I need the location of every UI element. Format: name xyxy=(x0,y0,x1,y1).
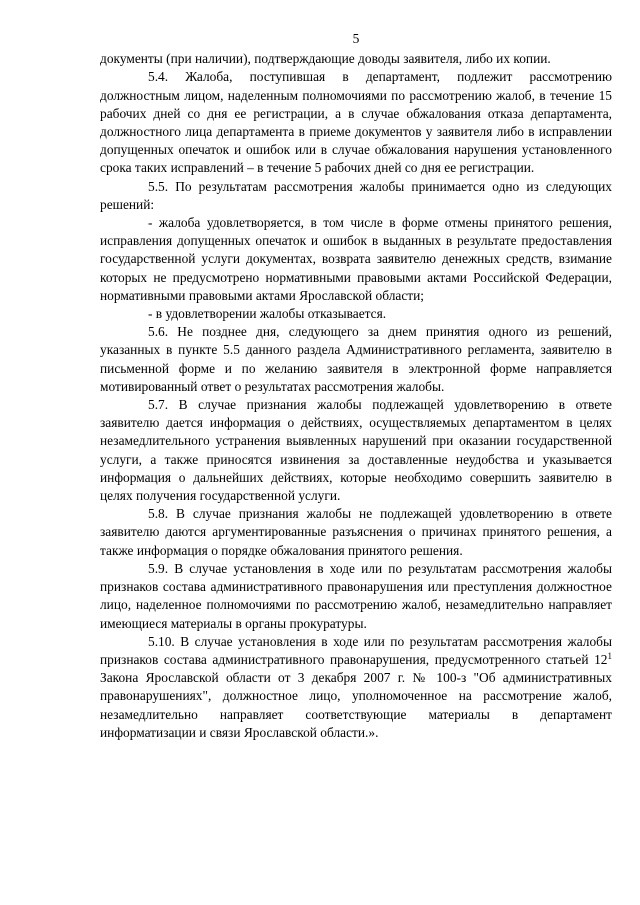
document-page xyxy=(100,30,612,742)
paragraph-5-7: 5.7. В случае признания жалобы подлежащей удовлетворению в ответе заявителю дается информация о действиях, осуществляемых департаментом в целях незамедлительного устранения выявленных нарушений при оказании государственной услуги, а также приносятся извинения за доставленные неудобства и указывается информация о дальнейших действиях, которые необходимо совершить заявителю в целях получения государственной услуги. xyxy=(100,397,612,504)
paragraph-5-10-part-1: 5.10. В случае установления в ходе или по результатам рассмотрения жалобы признаков состава административного правонарушения, предусмотренного статьей 12 xyxy=(100,633,612,667)
article-superscript: 1 xyxy=(607,650,612,661)
paragraph-5-4: 5.4. Жалоба, поступившая в департамент, подлежит рассмотрению должностным лицом, наделенным полномочиями по рассмотрению жалоб, в течение 15 рабочих дней со дня ее регистрации, а в случае обжалования отказа департамента, должностного лица департамента в приеме документов у заявителя либо в исправлении допущенных опечаток и ошибок или в случае обжалования нарушения установленного срока таких исправлений – в течение 5 рабочих дней со дня ее регистрации. xyxy=(100,69,612,176)
page-number: 5 xyxy=(352,31,360,46)
paragraph-5-10-part-2: Закона Ярославской области от 3 декабря 2007 г. № 100-з "Об административных правонарушениях", должностное лицо, уполномоченное на рассмотрение жалоб, незамедлительно направляет соответствующие материалы в департамент информатизации и связи Ярославской области.». xyxy=(100,670,612,740)
list-item-complaint-satisfied: - жалоба удовлетворяется, в том числе в форме отмены принятого решения, исправления допущенных опечаток и ошибок в выданных в результате предоставления государственной услуги документах, возврата заявителю денежных средств, взимание которых не предусмотрено нормативными правовыми актами Российской Федерации, нормативными правовыми актами Ярославской области; xyxy=(100,215,612,303)
paragraph-5-6: 5.6. Не позднее дня, следующего за днем принятия одного из решений, указанных в пункте 5.5 данного раздела Административного регламента, заявителю в письменной форме и по желанию заявителя в электронной форме направляется мотивированный ответ о результатах рассмотрения жалобы. xyxy=(100,324,612,394)
list-item-complaint-rejected: - в удовлетворении жалобы отказывается. xyxy=(148,306,387,322)
paragraph-5-9: 5.9. В случае установления в ходе или по результатам рассмотрения жалобы признаков состава административного правонарушения или преступления должностное лицо, наделенное полномочиями по рассмотрению жалоб, незамедлительно направляет имеющиеся материалы в органы прокуратуры. xyxy=(100,560,612,631)
paragraph-continuation: документы (при наличии), подтверждающие доводы заявителя, либо их копии. xyxy=(100,51,551,67)
paragraph-5-5: 5.5. По результатам рассмотрения жалобы принимается одно из следующих решений: xyxy=(100,178,612,212)
paragraph-5-8: 5.8. В случае признания жалобы не подлежащей удовлетворению в ответе заявителю даются аргументированные разъяснения о причинах принятого решения, а также информация о порядке обжалования принятого решения. xyxy=(100,506,612,558)
paragraph-5-10 xyxy=(100,633,612,742)
